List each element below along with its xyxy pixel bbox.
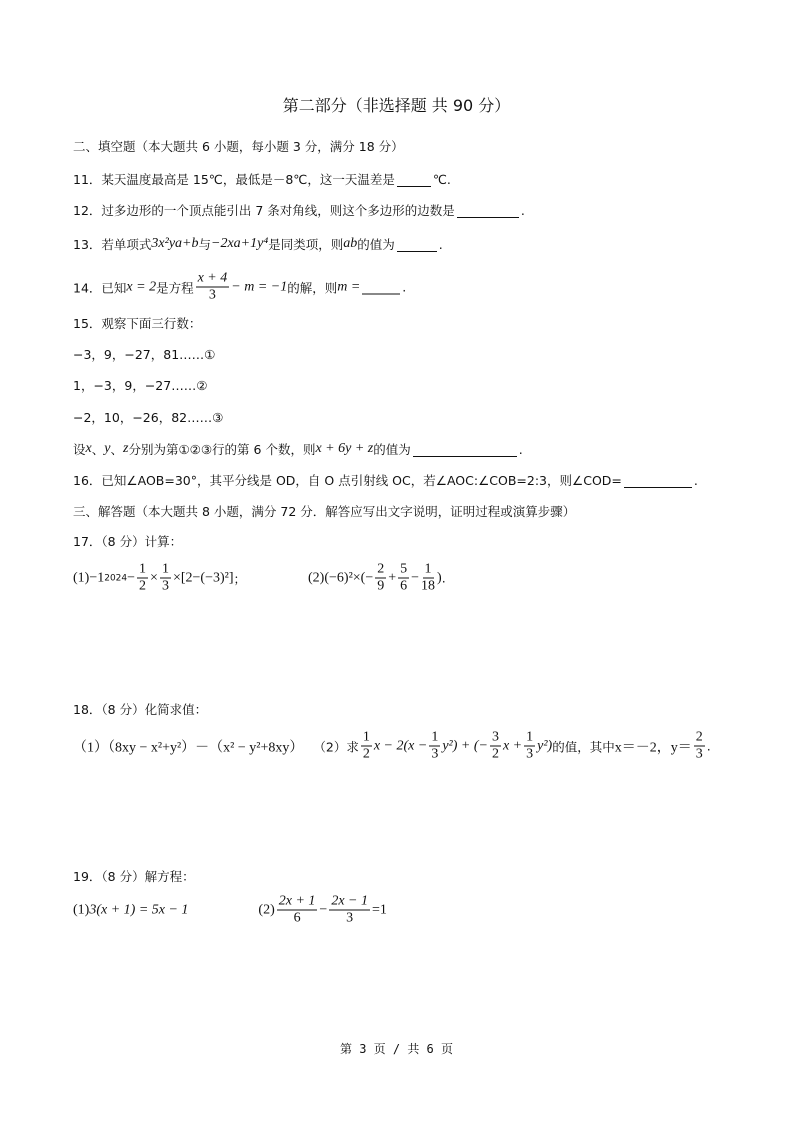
section-heading-solve: 三、解答题（本大题共 8 小题，满分 72 分．解答应写出文字说明，证明过程或演算步骤） bbox=[73, 504, 576, 519]
denominator: 3 bbox=[695, 746, 703, 762]
math: x − 2(x − bbox=[373, 738, 428, 753]
page-footer: 第 3 页 / 共 6 页 bbox=[339, 1042, 454, 1056]
math: − bbox=[411, 570, 420, 585]
fraction bbox=[277, 894, 318, 927]
part-label: (2) bbox=[258, 902, 275, 917]
text: . bbox=[706, 738, 711, 754]
numerator: 1 bbox=[139, 561, 147, 577]
fraction bbox=[361, 730, 372, 763]
equation-1: 3(x + 1) = 5x − 1 bbox=[89, 902, 189, 917]
q13-text: 是同类项，则 bbox=[268, 237, 344, 252]
answer-blank[interactable] bbox=[457, 203, 519, 218]
numerator: 1 bbox=[161, 561, 169, 577]
q13-text: 的值为 bbox=[357, 237, 395, 252]
answer-blank[interactable] bbox=[397, 237, 437, 252]
fraction bbox=[375, 562, 386, 595]
math: y⁴ bbox=[257, 236, 269, 251]
fraction bbox=[137, 562, 148, 595]
fraction bbox=[160, 562, 171, 595]
numerator: 2 bbox=[695, 729, 703, 745]
answer-blank[interactable] bbox=[397, 172, 431, 187]
question-18-parts bbox=[73, 730, 711, 763]
math: x＝－2，y＝ bbox=[614, 740, 692, 755]
text: ； bbox=[233, 571, 247, 586]
fraction bbox=[398, 562, 409, 595]
text: . bbox=[441, 570, 446, 586]
numerator: 2 bbox=[377, 561, 385, 577]
question-15: 15．观察下面三行数： bbox=[73, 316, 202, 331]
numerator: 1 bbox=[424, 561, 432, 577]
text: 、 bbox=[110, 442, 123, 457]
question-13 bbox=[73, 235, 443, 253]
math: −2x bbox=[211, 236, 234, 251]
q11-unit: ℃. bbox=[432, 171, 451, 187]
fraction bbox=[490, 730, 501, 763]
text: 、 bbox=[91, 442, 105, 457]
answer-blank[interactable] bbox=[624, 473, 692, 488]
math-exponent: b bbox=[350, 236, 358, 251]
math: y²) bbox=[537, 738, 553, 753]
math: x + bbox=[502, 738, 523, 753]
question-17-parts bbox=[73, 562, 446, 595]
numerator: 3 bbox=[491, 729, 499, 745]
math: ×[2−(−3)²] bbox=[172, 570, 234, 585]
number-row-3: −2，10，−26，82……③ bbox=[73, 410, 224, 425]
text: 分别为第①②③行的第 6 个数，则 bbox=[128, 442, 316, 457]
math: × bbox=[150, 570, 158, 585]
question-12 bbox=[73, 201, 525, 219]
math-exponent: a+1 bbox=[233, 236, 258, 251]
denominator: 3 bbox=[526, 746, 534, 762]
question-15-ask bbox=[73, 440, 523, 458]
math-exponent: a+b bbox=[175, 236, 199, 251]
math: − bbox=[319, 902, 328, 917]
text: 的值为 bbox=[373, 442, 411, 457]
math: m = bbox=[337, 279, 361, 294]
question-19-parts bbox=[73, 894, 387, 927]
fraction bbox=[524, 730, 535, 763]
math: x = 2 bbox=[126, 279, 157, 294]
number-row-2: 1，−3，9，−27……② bbox=[73, 378, 208, 393]
denominator: 3 bbox=[161, 578, 169, 594]
answer-blank[interactable] bbox=[413, 442, 517, 457]
denominator: 6 bbox=[293, 910, 301, 926]
part-label: (2) bbox=[308, 570, 325, 585]
fraction bbox=[694, 730, 705, 763]
part-label: (1) bbox=[73, 570, 90, 585]
numerator: 5 bbox=[400, 561, 408, 577]
numerator: 2x + 1 bbox=[278, 893, 316, 909]
denominator: 2 bbox=[362, 746, 370, 762]
q13-end: . bbox=[438, 236, 443, 252]
question-18: 18．（8 分）化简求值： bbox=[73, 702, 208, 717]
math: + bbox=[388, 570, 397, 585]
math: a bbox=[343, 236, 351, 251]
q12-text: 12．过多边形的一个顶点能引出 7 条对角线，则这个多边形的边数是 bbox=[73, 203, 455, 218]
question-16 bbox=[73, 471, 698, 489]
math: =1 bbox=[372, 902, 387, 917]
numerator: 1 bbox=[362, 729, 370, 745]
q16-text: 16．已知∠AOB=30°，其平分线是 OD，自 O 点引射线 OC，若∠AOC:∠COB=2:3，则∠COD= bbox=[73, 473, 622, 488]
page-title: 第二部分（非选择题 共 90 分） bbox=[282, 96, 511, 115]
fraction bbox=[421, 562, 435, 595]
numerator: x + 4 bbox=[197, 270, 228, 286]
math: 3x²y bbox=[151, 236, 176, 251]
denominator: 2 bbox=[139, 578, 147, 594]
math: − bbox=[127, 570, 136, 585]
text: 设 bbox=[73, 442, 86, 457]
text: 的值，其中 bbox=[552, 739, 615, 754]
fraction bbox=[196, 271, 230, 304]
denominator: 3 bbox=[346, 910, 354, 926]
q14-text: 的解，则 bbox=[287, 280, 338, 295]
math-exponent: 2024 bbox=[104, 573, 128, 583]
denominator: 3 bbox=[431, 746, 439, 762]
math: (−6)²×(− bbox=[324, 570, 374, 585]
math: − m = −1 bbox=[231, 279, 288, 294]
numerator: 1 bbox=[431, 729, 439, 745]
math: ) bbox=[437, 570, 442, 585]
text: . bbox=[518, 441, 523, 457]
text: （2）求 bbox=[313, 739, 359, 754]
denominator: 9 bbox=[377, 578, 385, 594]
math: −1 bbox=[89, 570, 105, 585]
q14-end: . bbox=[402, 279, 407, 295]
q11-text: 11．某天温度最高是 15℃，最低是－8℃，这一天温差是 bbox=[73, 172, 395, 187]
q13-text: 与 bbox=[198, 237, 211, 252]
numerator: 1 bbox=[526, 729, 534, 745]
math: y²) + (− bbox=[442, 738, 488, 753]
q13-text: 13．若单项式 bbox=[73, 237, 152, 252]
question-14 bbox=[73, 271, 406, 304]
q14-text: 是方程 bbox=[156, 280, 194, 295]
denominator: 6 bbox=[400, 578, 408, 594]
question-19: 19．（8 分）解方程： bbox=[73, 869, 195, 884]
section-heading-fill-blank: 二、填空题（本大题共 6 小题，每小题 3 分，满分 18 分） bbox=[73, 139, 404, 154]
part-label: (1) bbox=[73, 902, 90, 917]
math: z bbox=[122, 441, 129, 456]
q14-text: 14．已知 bbox=[73, 280, 127, 295]
answer-blank[interactable] bbox=[362, 280, 400, 295]
q12-end: . bbox=[520, 202, 525, 218]
fraction bbox=[329, 894, 370, 927]
number-row-1: −3，9，−27，81……① bbox=[73, 347, 216, 362]
question-17: 17．（8 分）计算： bbox=[73, 534, 183, 549]
part-1-expression: （1）（8xy − x²+y²）－（x² − y²+8xy） bbox=[73, 740, 304, 755]
math: x bbox=[85, 441, 92, 456]
denominator: 3 bbox=[208, 287, 216, 303]
fraction bbox=[429, 730, 440, 763]
math: x + 6y + z bbox=[315, 441, 374, 456]
denominator: 2 bbox=[491, 746, 499, 762]
q16-end: . bbox=[693, 472, 698, 488]
numerator: 2x − 1 bbox=[331, 893, 368, 909]
denominator: 18 bbox=[421, 578, 436, 594]
math: y bbox=[104, 441, 111, 456]
question-11 bbox=[73, 170, 451, 188]
